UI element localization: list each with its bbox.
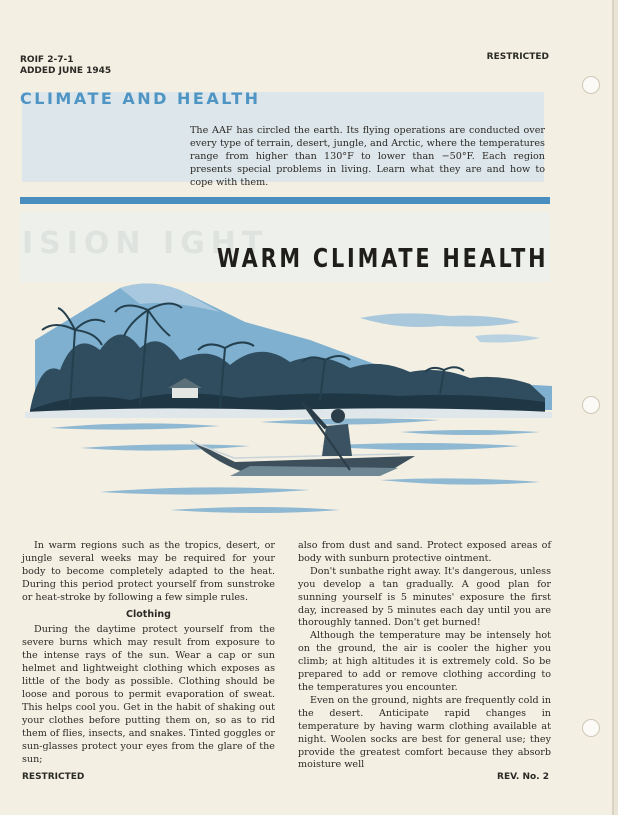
shoreline [25, 408, 552, 418]
hut-wall [172, 388, 198, 398]
section-title: CLIMATE AND HEALTH [20, 89, 261, 108]
intro-paragraph: The AAF has circled the earth. Its flying operations are conducted over every type of terrain, desert, jungle, and Arctic, where the temperatures range from higher than 130°F to lower than −50°F. Each region presents special problems in living. Learn what they are and how to cope with them. [190, 125, 545, 188]
binder-hole [582, 396, 600, 414]
main-title: WARM CLIMATE HEALTH [216, 244, 548, 274]
body-paragraph: also from dust and sand. Protect exposed areas of body with sunburn protective ointment. [298, 540, 551, 564]
body-paragraph: In warm regions such as the tropics, desert, or jungle several weeks may be required for your body to become completely adapted to the heat. During this period protect yourself from sunstroke or heat-stroke by following a few simple rules. [22, 540, 275, 603]
subheading-clothing: Clothing [126, 608, 171, 620]
header-document-info [20, 55, 111, 77]
left-column [22, 540, 275, 766]
body-paragraph: Even on the ground, nights are frequently cold in the desert. Anticipate rapid changes in temperature by having warm clothing available at night. Woolen socks are best for general use; they provide the greatest comfort because they absorb moisture well [298, 694, 551, 771]
paddler-head [331, 409, 345, 423]
binder-hole [582, 719, 600, 737]
cloud-shape [360, 313, 520, 327]
header-doc-id: ROIF 2-7-1 [20, 55, 74, 65]
header-added-date: ADDED JUNE 1945 [20, 66, 112, 76]
body-paragraph: Don't sunbathe right away. It's dangerous, unless you develop a tan gradually. A good plan for sunning yourself is 5 minutes' exposure the first day, increased by 5 minutes each day until you are thoroughly tanned. Don't get burned! [298, 565, 551, 629]
header-classification: RESTRICTED [486, 52, 549, 62]
tropical-island-canoe-illustration [20, 270, 552, 532]
body-paragraph: Although the temperature may be intensely hot on the ground, the air is cooler the higher you climb; at high altitudes it is extremely cold. So be prepared to add or remove clothing according to the temperatures you encounter. [298, 630, 551, 693]
footer-revision: REV. No. 2 [497, 772, 549, 782]
cloud-shape [475, 334, 540, 342]
body-paragraph: During the daytime protect yourself from the severe burns which may result from exposure to the intense rays of the sun. Wear a cap or sun helmet and lightweight clothing which exposes as little of the body as possible. Clothing should be loose and porous to permit evaporation of sweat. This helps cool you. Get in the habit of shaking out your clothes before putting them on, so as to rid them of flies, insects, and snakes. Tinted goggles or sun-glasses protect your eyes from the glare of the sun; [22, 624, 275, 765]
binder-hole [582, 76, 600, 94]
right-column [298, 540, 551, 772]
footer-classification: RESTRICTED [22, 772, 85, 782]
blue-divider [20, 197, 550, 204]
ghost-banner-text: ISION IGHT [22, 226, 269, 261]
